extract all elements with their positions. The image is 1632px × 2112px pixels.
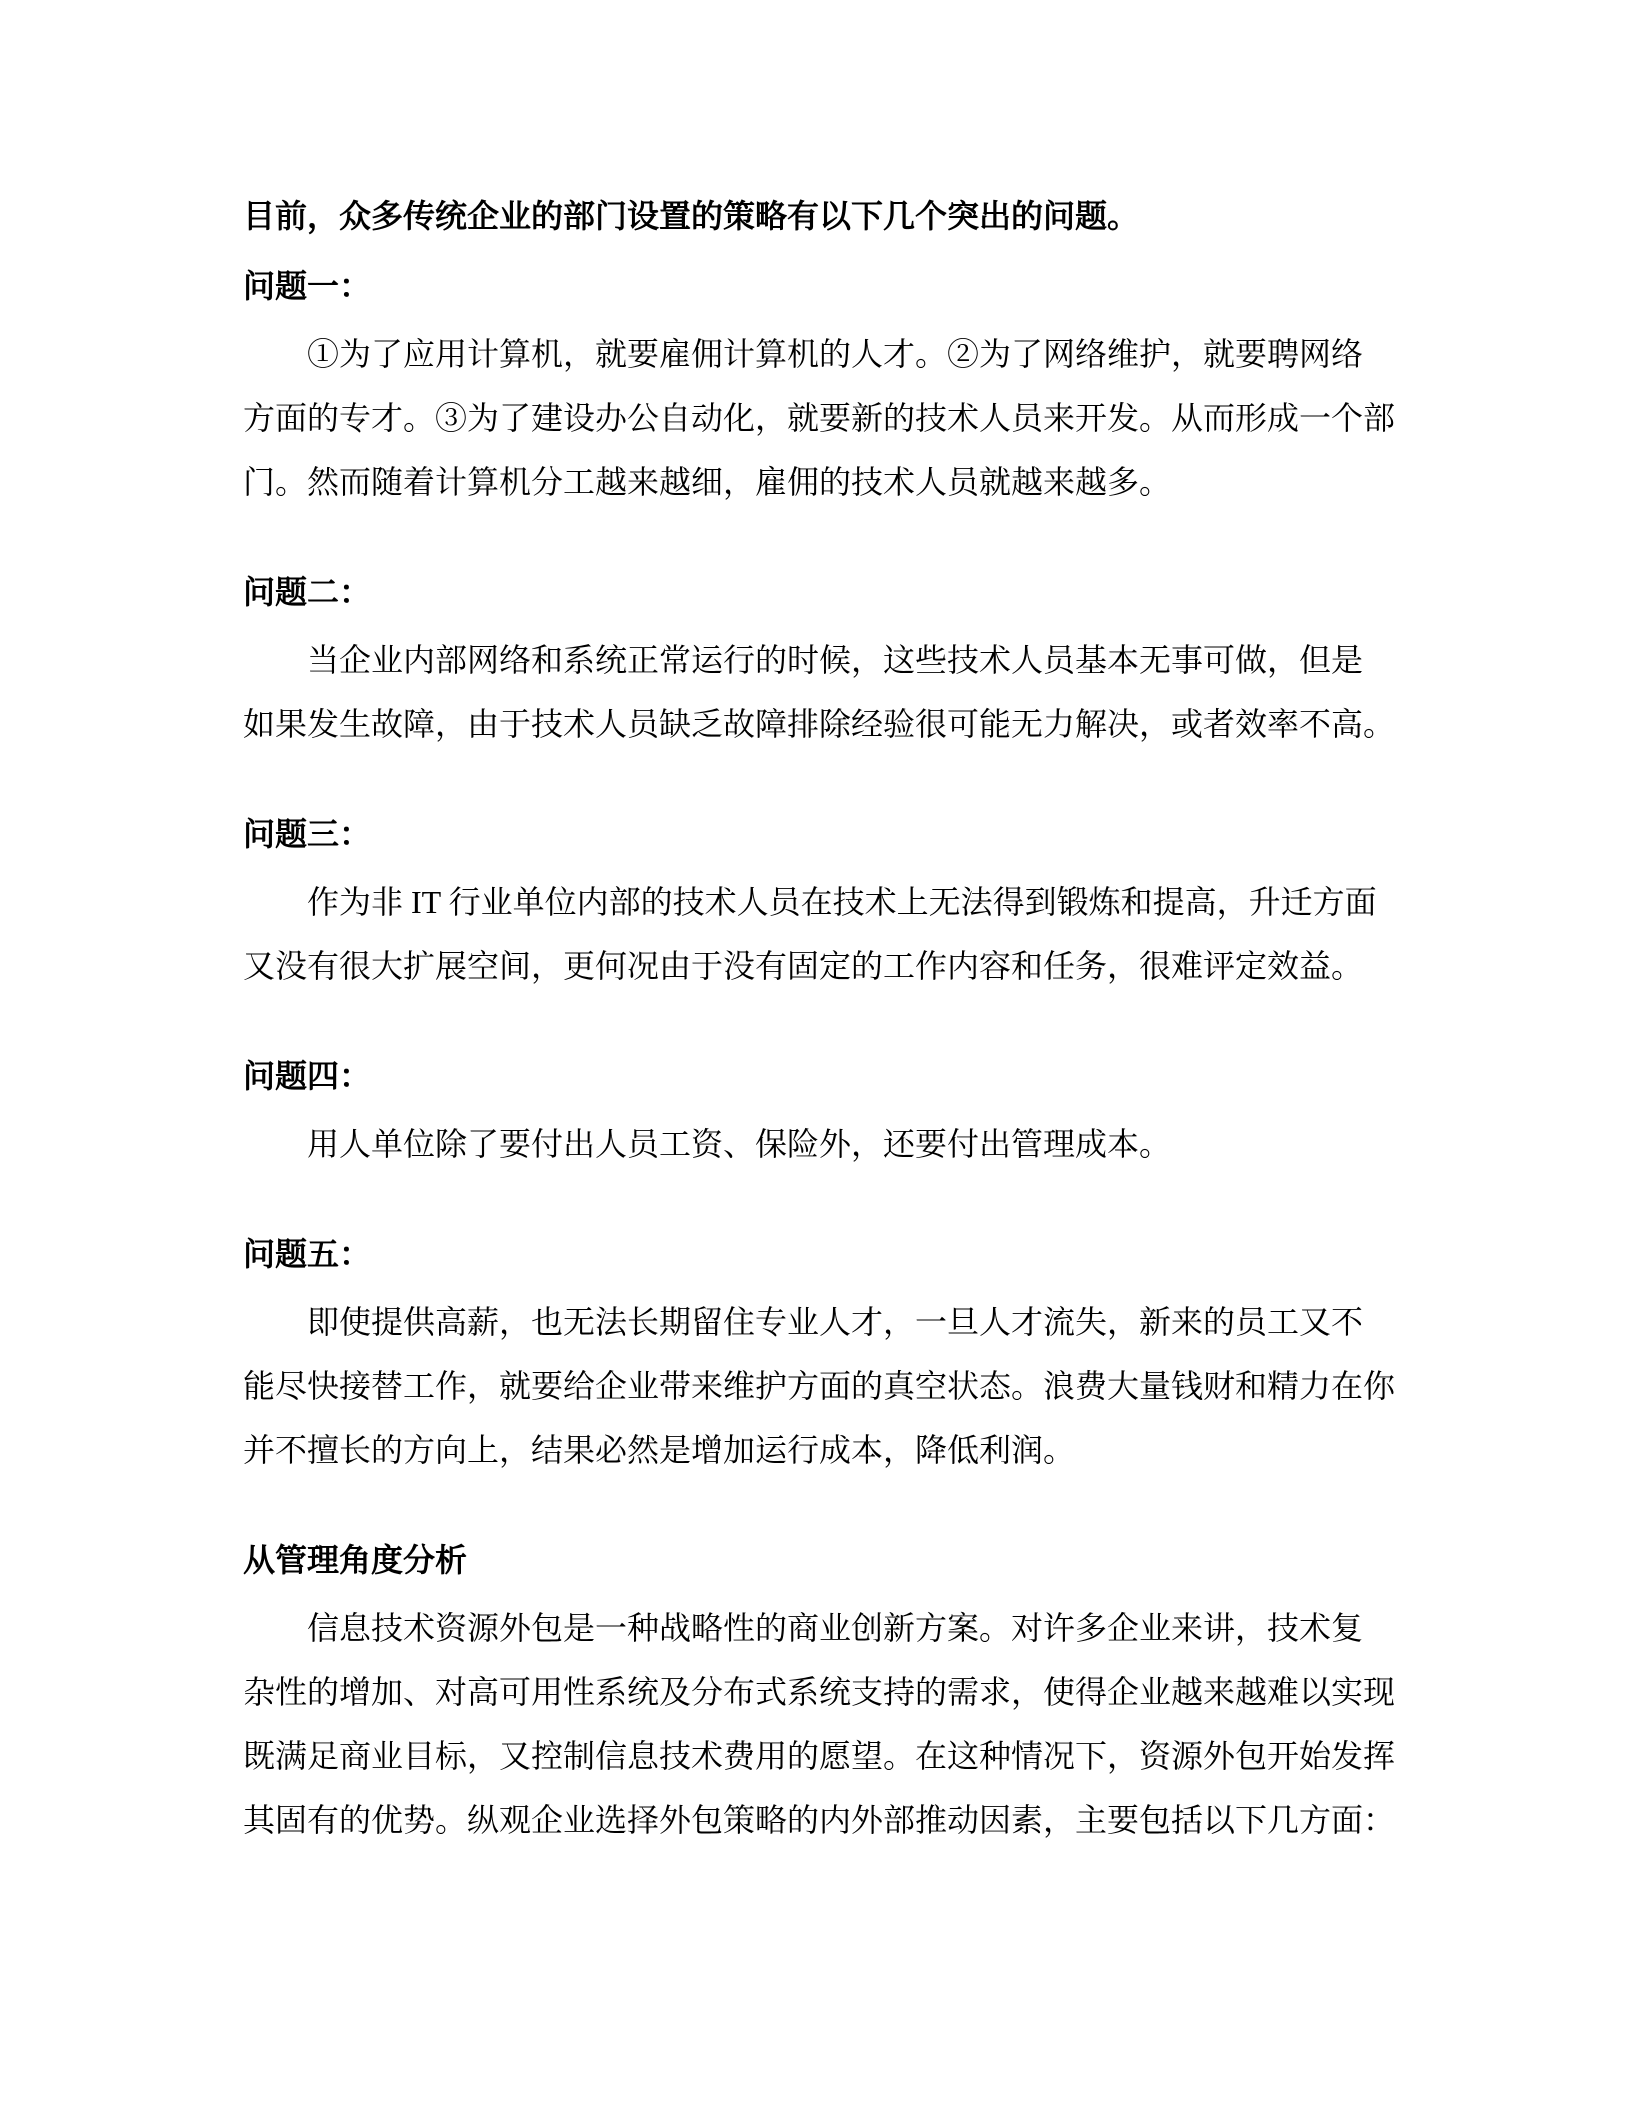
section-paragraph [243, 628, 1395, 756]
intro-paragraph: 目前，众多传统企业的部门设置的策略有以下几个突出的问题。 [243, 198, 1140, 234]
paragraph-line: 方面的专才。③为了建设办公自动化，就要新的技术人员来开发。从而形成一个部 [243, 400, 1396, 436]
section [243, 802, 1395, 998]
paragraph-line: 如果发生故障，由于技术人员缺乏故障排除经验很可能无力解决，或者效率不高。 [243, 706, 1396, 742]
paragraph-line: 能尽快接替工作，就要给企业带来维护方面的真空状态。浪费大量钱财和精力在你 [243, 1368, 1396, 1404]
section-heading: 问题二： [243, 574, 372, 610]
section-heading: 问题一： [243, 268, 372, 304]
paragraph-line: 信息技术资源外包是一种战略性的商业创新方案。对许多企业来讲，技术复 [307, 1610, 1364, 1646]
section-heading: 问题四： [243, 1058, 372, 1094]
section [243, 254, 1395, 514]
sections [243, 254, 1395, 1852]
section-paragraph [243, 870, 1395, 998]
paragraph-line: 用人单位除了要付出人员工资、保险外，还要付出管理成本。 [307, 1126, 1172, 1162]
paragraph-line: 既满足商业目标，又控制信息技术费用的愿望。在这种情况下，资源外包开始发挥 [243, 1738, 1396, 1774]
section [243, 560, 1395, 756]
paragraph-line: 即使提供高薪，也无法长期留住专业人才，一旦人才流失，新来的员工又不 [307, 1304, 1364, 1340]
section-heading: 问题五： [243, 1236, 372, 1272]
section-paragraph [243, 1112, 1395, 1176]
paragraph-line: 杂性的增加、对高可用性系统及分布式系统支持的需求，使得企业越来越难以实现 [243, 1674, 1396, 1710]
paragraph-line: 并不擅长的方向上，结果必然是增加运行成本，降低利润。 [243, 1432, 1076, 1468]
paragraph-line: 又没有很大扩展空间，更何况由于没有固定的工作内容和任务，很难评定效益。 [243, 948, 1364, 984]
paragraph-line: 当企业内部网络和系统正常运行的时候，这些技术人员基本无事可做，但是 [307, 642, 1364, 678]
section [243, 1528, 1395, 1852]
section-paragraph [243, 322, 1395, 514]
paragraph-line: 其固有的优势。纵观企业选择外包策略的内外部推动因素，主要包括以下几方面： [243, 1802, 1396, 1838]
section [243, 1044, 1395, 1176]
section-heading: 问题三： [243, 816, 372, 852]
section-heading: 从管理角度分析 [243, 1542, 468, 1578]
section-paragraph [243, 1596, 1395, 1852]
section [243, 1222, 1395, 1482]
paragraph-line: ①为了应用计算机，就要雇佣计算机的人才。②为了网络维护，就要聘网络 [307, 336, 1364, 372]
document-body [243, 184, 1395, 1852]
paragraph-line: 作为非 IT 行业单位内部的技术人员在技术上无法得到锻炼和提高，升迁方面 [307, 884, 1377, 920]
section-paragraph [243, 1290, 1395, 1482]
paragraph-line: 门。然而随着计算机分工越来越细，雇佣的技术人员就越来越多。 [243, 464, 1172, 500]
